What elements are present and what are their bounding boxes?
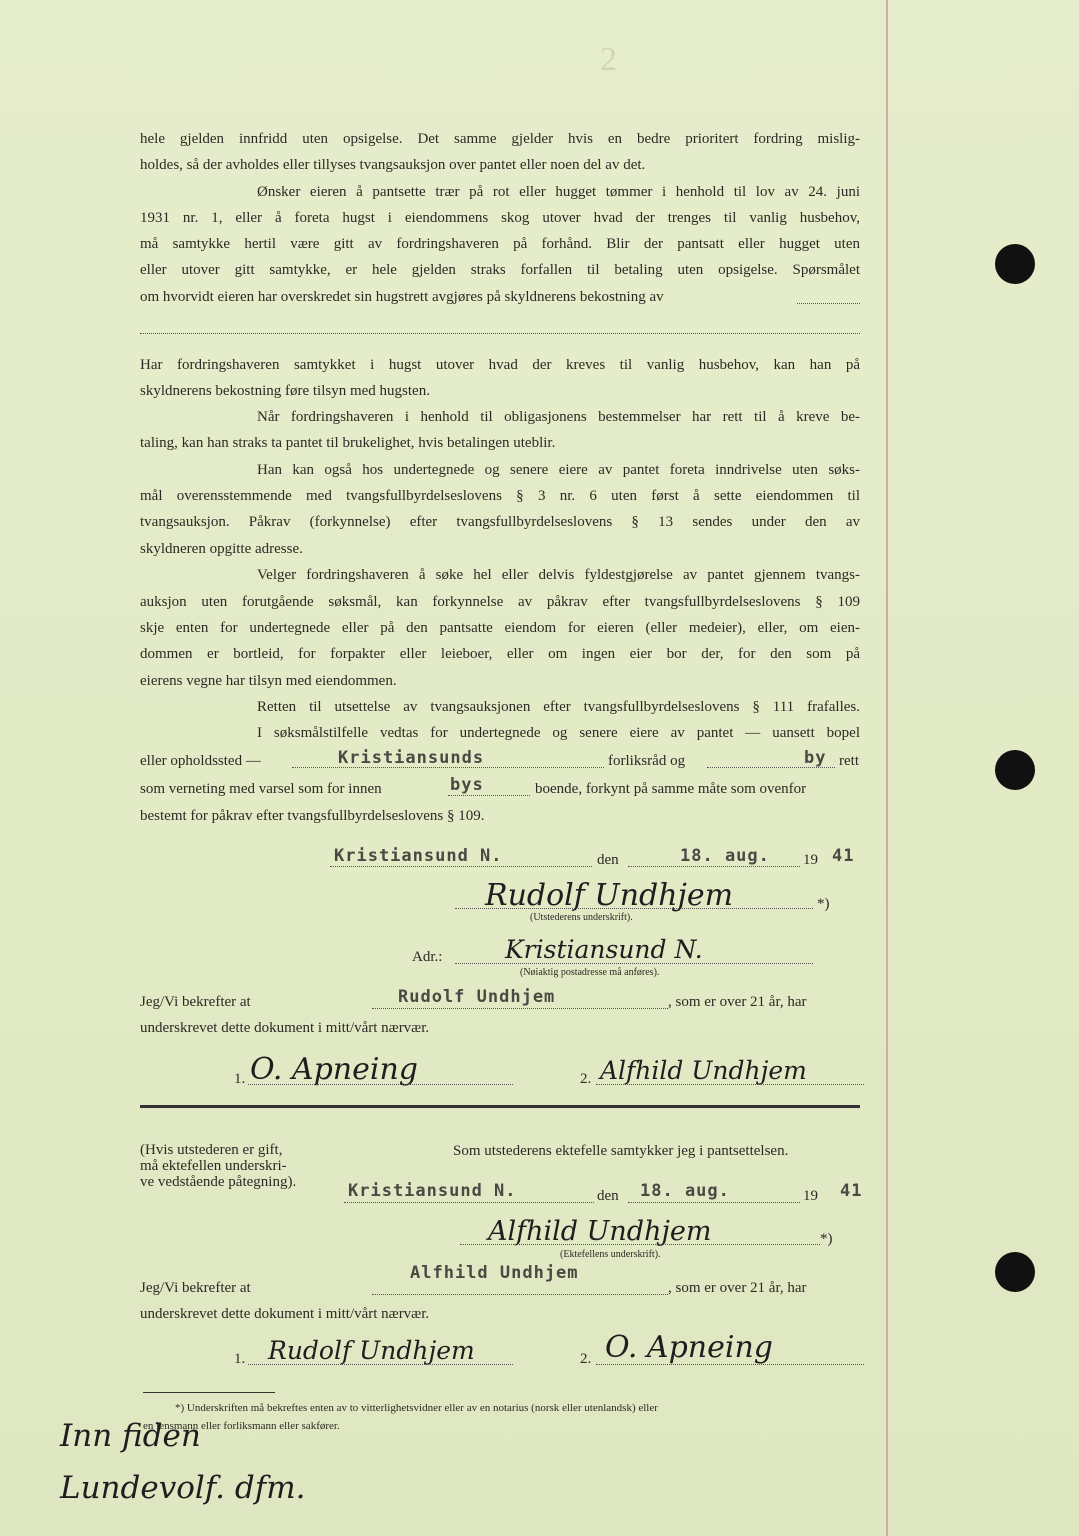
para-line: holdes, så der avholdes eller tillyses tvangsauksjon over pantet eller noen del av det.: [140, 157, 646, 173]
handwritten-note: Lundevolf. dfm.: [60, 1470, 306, 1506]
para-line: Ønsker eieren å pantsette trær på rot eller hugget tømmer i henhold til lov av 24. juni: [257, 184, 860, 200]
para-line: taling, kan han straks ta pantet til brukelighet, hvis betalingen uteblir.: [140, 435, 556, 451]
spouse-note-line: ve vedstående påtegning).: [140, 1174, 297, 1190]
para-line: Retten til utsettelse av tvangsauksjonen efter tvangsfullbyrdelseslovens § 111 frafalles.: [257, 699, 860, 715]
para-line: tvangsauksjon. Påkrav (forkynnelse) efter tvangsfullbyrdelseslovens § 13 sendes under den av: [140, 514, 860, 530]
spouse-note-line: (Hvis utstederen er gift,: [140, 1142, 283, 1158]
footnote-mark: *): [820, 1231, 833, 1247]
fill-line: [797, 303, 860, 304]
para-line: hele gjelden innfridd uten opsigelse. Det samme gjelder hvis en bedre prioritert fordring mislig-: [140, 131, 860, 147]
spouse-consent: Som utstederens ektefelle samtykker jeg i pantsettelsen.: [453, 1143, 789, 1159]
fill-line: [248, 1364, 513, 1365]
fill-line: [372, 1008, 668, 1009]
section-divider: [140, 1105, 860, 1108]
fill-line: [628, 1202, 800, 1203]
para-line: I søksmålstilfelle vedtas for undertegnede og senere eiere av pantet — uansett bopel: [257, 725, 860, 741]
punch-hole: [995, 244, 1035, 284]
adr-caption: (Nøiaktig postadresse må anføres).: [520, 967, 660, 978]
year-typed: 41: [840, 1181, 863, 1201]
fill-line: [248, 1084, 513, 1085]
witness2-signature: Alfhild Undhjem: [600, 1056, 807, 1085]
year-prefix: 19: [803, 1188, 818, 1204]
punch-hole: [995, 750, 1035, 790]
typed-bys: bys: [450, 775, 484, 795]
fill-line: [460, 1244, 820, 1245]
margin-rule: [886, 0, 888, 1536]
para-line: skyldneren opgitte adresse.: [140, 541, 303, 557]
para-line: Når fordringshaveren i henhold til obligasjonens bestemmelser har rett til å kreve be-: [257, 409, 860, 425]
spouse-signature: Alfhild Undhjem: [488, 1216, 712, 1247]
sig-caption: (Ektefellens underskrift).: [560, 1249, 661, 1260]
den-label: den: [597, 1188, 619, 1204]
typed-place: Kristiansunds: [338, 748, 485, 768]
venue-line2: som verneting med varsel som for innen: [140, 781, 382, 797]
para-line: Velger fordringshaveren å søke hel eller delvis fyldestgjørelse av pantet gjennem tvangs-: [257, 567, 860, 583]
den-label: den: [597, 852, 619, 868]
venue-end: rett: [839, 753, 859, 769]
fill-line: [596, 1364, 864, 1365]
fill-line: [596, 1084, 864, 1085]
para-line: Han kan også hos undertegnede og senere eiere av pantet foreta inndrivelse uten søks-: [257, 462, 860, 478]
adr-label: Adr.:: [412, 949, 443, 965]
witness1-signature: O. Apneing: [250, 1052, 418, 1087]
sig-caption: (Utstederens underskrift).: [530, 912, 633, 923]
venue-line2-end: boende, forkynt på samme måte som ovenfor: [535, 781, 807, 797]
para-line: Har fordringshaveren samtykket i hugst utover hvad der kreves til vanlig husbehov, kan han på: [140, 357, 860, 373]
typed-by: by: [804, 748, 827, 768]
para-line: 1931 nr. 1, eller å foreta hugst i eiendommens skog utover hvad der trenges til vanlig husbehov,: [140, 210, 860, 226]
fill-line: [448, 795, 530, 796]
para-line: skyldnerens bekostning føre tilsyn med hugsten.: [140, 383, 430, 399]
venue-line3: bestemt for påkrav efter tvangsfullbyrdelseslovens § 109.: [140, 808, 485, 824]
place-typed: Kristiansund N.: [334, 846, 503, 866]
witness1-number: 1.: [234, 1071, 246, 1087]
venue-mid: forliksråd og: [608, 753, 686, 769]
faded-page-number: 2: [600, 41, 617, 78]
para-line: må samtykke hertil være gitt av fordringshaveren på forhånd. Blir der pantsatt eller hugget uten: [140, 236, 860, 252]
footnote-mark: *): [817, 896, 830, 912]
para-line: auksjon uten forutgående søksmål, kan forkynnelse av påkrav efter tvangsfullbyrdelseslovens § 109: [140, 594, 860, 610]
confirm-line2: underskrevet dette dokument i mitt/vårt nærvær.: [140, 1306, 430, 1322]
witness1-number: 1.: [234, 1351, 246, 1367]
punch-hole: [995, 1252, 1035, 1292]
fill-line: [628, 866, 800, 867]
place-typed: Kristiansund N.: [348, 1181, 517, 1201]
witness2-number: 2.: [580, 1351, 592, 1367]
venue-prefix: eller opholdssted —: [140, 753, 261, 769]
fill-line: [455, 963, 813, 964]
footnote-rule: [143, 1392, 275, 1393]
witness2-number: 2.: [580, 1071, 592, 1087]
witness1-signature: Rudolf Undhjem: [268, 1336, 475, 1365]
date-typed: 18. aug.: [640, 1181, 730, 1201]
date-typed: 18. aug.: [680, 846, 770, 866]
year-typed: 41: [832, 846, 855, 866]
confirm-name-typed: Alfhild Undhjem: [410, 1263, 579, 1283]
year-prefix: 19: [803, 852, 818, 868]
fill-line: [372, 1294, 668, 1295]
para-line: om hvorvidt eieren har overskredet sin hugstrett avgjøres på skyldnerens bekostning av: [140, 289, 664, 305]
confirm-suffix: , som er over 21 år, har: [668, 994, 807, 1010]
para-line: dommen er bortleid, for forpakter eller leieboer, eller om ingen eier bor der, for den som på: [140, 646, 860, 662]
para-line: eierens vegne har tilsyn med eiendommen.: [140, 673, 397, 689]
fill-line: [140, 333, 860, 334]
confirm-name-typed: Rudolf Undhjem: [398, 987, 556, 1007]
fill-line: [330, 866, 592, 867]
fill-line: [455, 908, 813, 909]
para-line: eller utover gitt samtykke, er hele gjelden straks forfallen til betaling uten opsigelse. Spørsmålet: [140, 262, 860, 278]
footnote-line: *) Underskriften må bekreftes enten av to vitterlighetsvidner eller av en notarius (norsk eller utenlandsk) eller: [175, 1402, 658, 1414]
witness2-signature: O. Apneing: [605, 1330, 773, 1365]
para-line: skje enten for undertegnede eller på den pantsatte eiendom for eieren (eller medeier), eller, om eien-: [140, 620, 860, 636]
confirm-prefix: Jeg/Vi bekrefter at: [140, 1280, 251, 1296]
confirm-line2: underskrevet dette dokument i mitt/vårt nærvær.: [140, 1020, 430, 1036]
issuer-signature: Rudolf Undhjem: [485, 878, 734, 913]
confirm-prefix: Jeg/Vi bekrefter at: [140, 994, 251, 1010]
footnote-line: en lensmann eller forliksmann eller sakfører.: [143, 1420, 340, 1432]
handwritten-note: Inn fiden: [60, 1418, 201, 1454]
fill-line: [344, 1202, 594, 1203]
address-handwritten: Kristiansund N.: [505, 935, 703, 964]
spouse-note-line: må ektefellen underskri-: [140, 1158, 287, 1174]
para-line: mål overensstemmende med tvangsfullbyrdelseslovens § 3 nr. 6 uten først å sette eiendommen til: [140, 488, 860, 504]
confirm-suffix: , som er over 21 år, har: [668, 1280, 807, 1296]
